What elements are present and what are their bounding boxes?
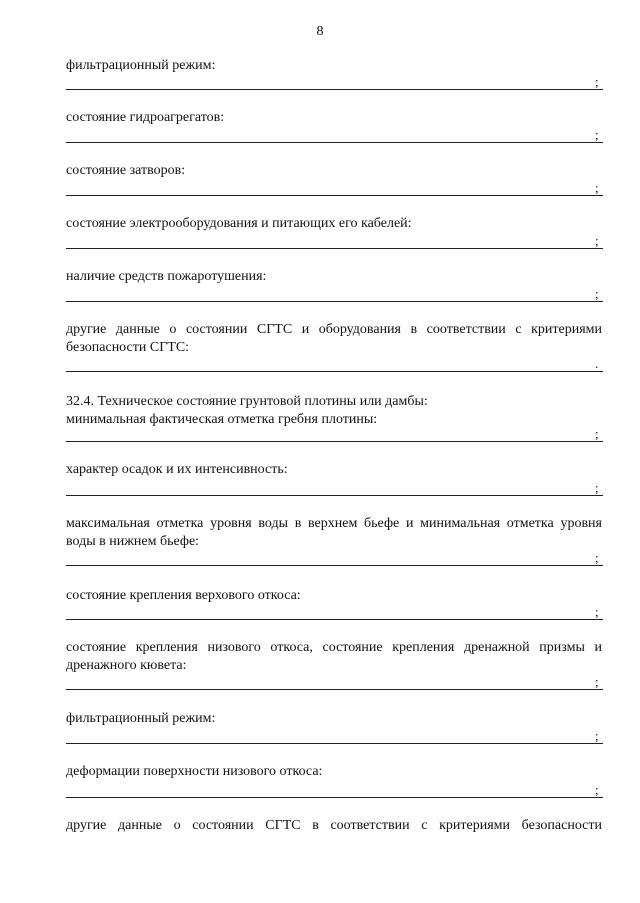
field-end-punctuation: ; <box>595 550 599 565</box>
field-end-punctuation: ; <box>595 180 599 195</box>
fill-line <box>66 743 603 744</box>
field-end-punctuation: ; <box>595 604 599 619</box>
fill-line <box>66 89 603 90</box>
field-label-fire-extinguishing: наличие средств пожаротушения: <box>66 269 267 284</box>
page-number: 8 <box>316 24 324 39</box>
field-end-punctuation: ; <box>595 127 599 142</box>
fill-line <box>66 248 603 249</box>
fill-line <box>66 495 603 496</box>
field-end-punctuation: ; <box>595 728 599 743</box>
field-end-punctuation: ; <box>595 782 599 797</box>
fill-line <box>66 441 603 442</box>
fill-line <box>66 619 603 620</box>
field-label-water-levels: максимальная отметка уровня воды в верхнем бьефе и минимальная отметка уровня воды в нижнем бьефе: <box>66 516 602 549</box>
fill-line <box>66 142 603 143</box>
field-label-hydro-units-state: состояние гидроагрегатов: <box>66 110 225 125</box>
field-label-electrical-equipment-state: состояние электрооборудования и питающих его кабелей: <box>66 216 412 231</box>
field-label-gates-state: состояние затворов: <box>66 163 186 178</box>
fill-line <box>66 301 603 302</box>
field-end-punctuation: ; <box>595 233 599 248</box>
field-label-slope-deformation: деформации поверхности низового откоса: <box>66 764 323 779</box>
field-end-punctuation: . <box>595 356 599 371</box>
fill-line <box>66 689 603 690</box>
field-label-downstream-slope: состояние крепления низового откоса, состояние крепления дренажной призмы и дренажного кювета: <box>66 640 602 673</box>
field-label-dam-technical-state: 32.4. Техническое состояние грунтовой плотины или дамбы: минимальная фактическая отметка гребня плотины: <box>66 394 428 427</box>
field-label-other-data-dam: другие данные о состоянии СГТС в соответствии с критериями безопасности <box>66 818 602 833</box>
field-label-settlement: характер осадок и их интенсивность: <box>66 462 288 477</box>
fill-line <box>66 797 603 798</box>
field-label-other-data-equipment: другие данные о состоянии СГТС и оборудования в соответствии с критериями безопасности СГТС: <box>66 322 602 355</box>
field-label-filtration-regime-dam: фильтрационный режим: <box>66 711 216 726</box>
field-end-punctuation: ; <box>595 674 599 689</box>
field-end-punctuation: ; <box>595 426 599 441</box>
field-end-punctuation: ; <box>595 286 599 301</box>
fill-line <box>66 565 603 566</box>
field-label-filtration-regime: фильтрационный режим: <box>66 58 216 73</box>
field-end-punctuation: ; <box>595 74 599 89</box>
field-end-punctuation: ; <box>595 480 599 495</box>
fill-line <box>66 195 603 196</box>
fill-line <box>66 371 603 372</box>
field-label-upstream-slope: состояние крепления верхового откоса: <box>66 588 301 603</box>
